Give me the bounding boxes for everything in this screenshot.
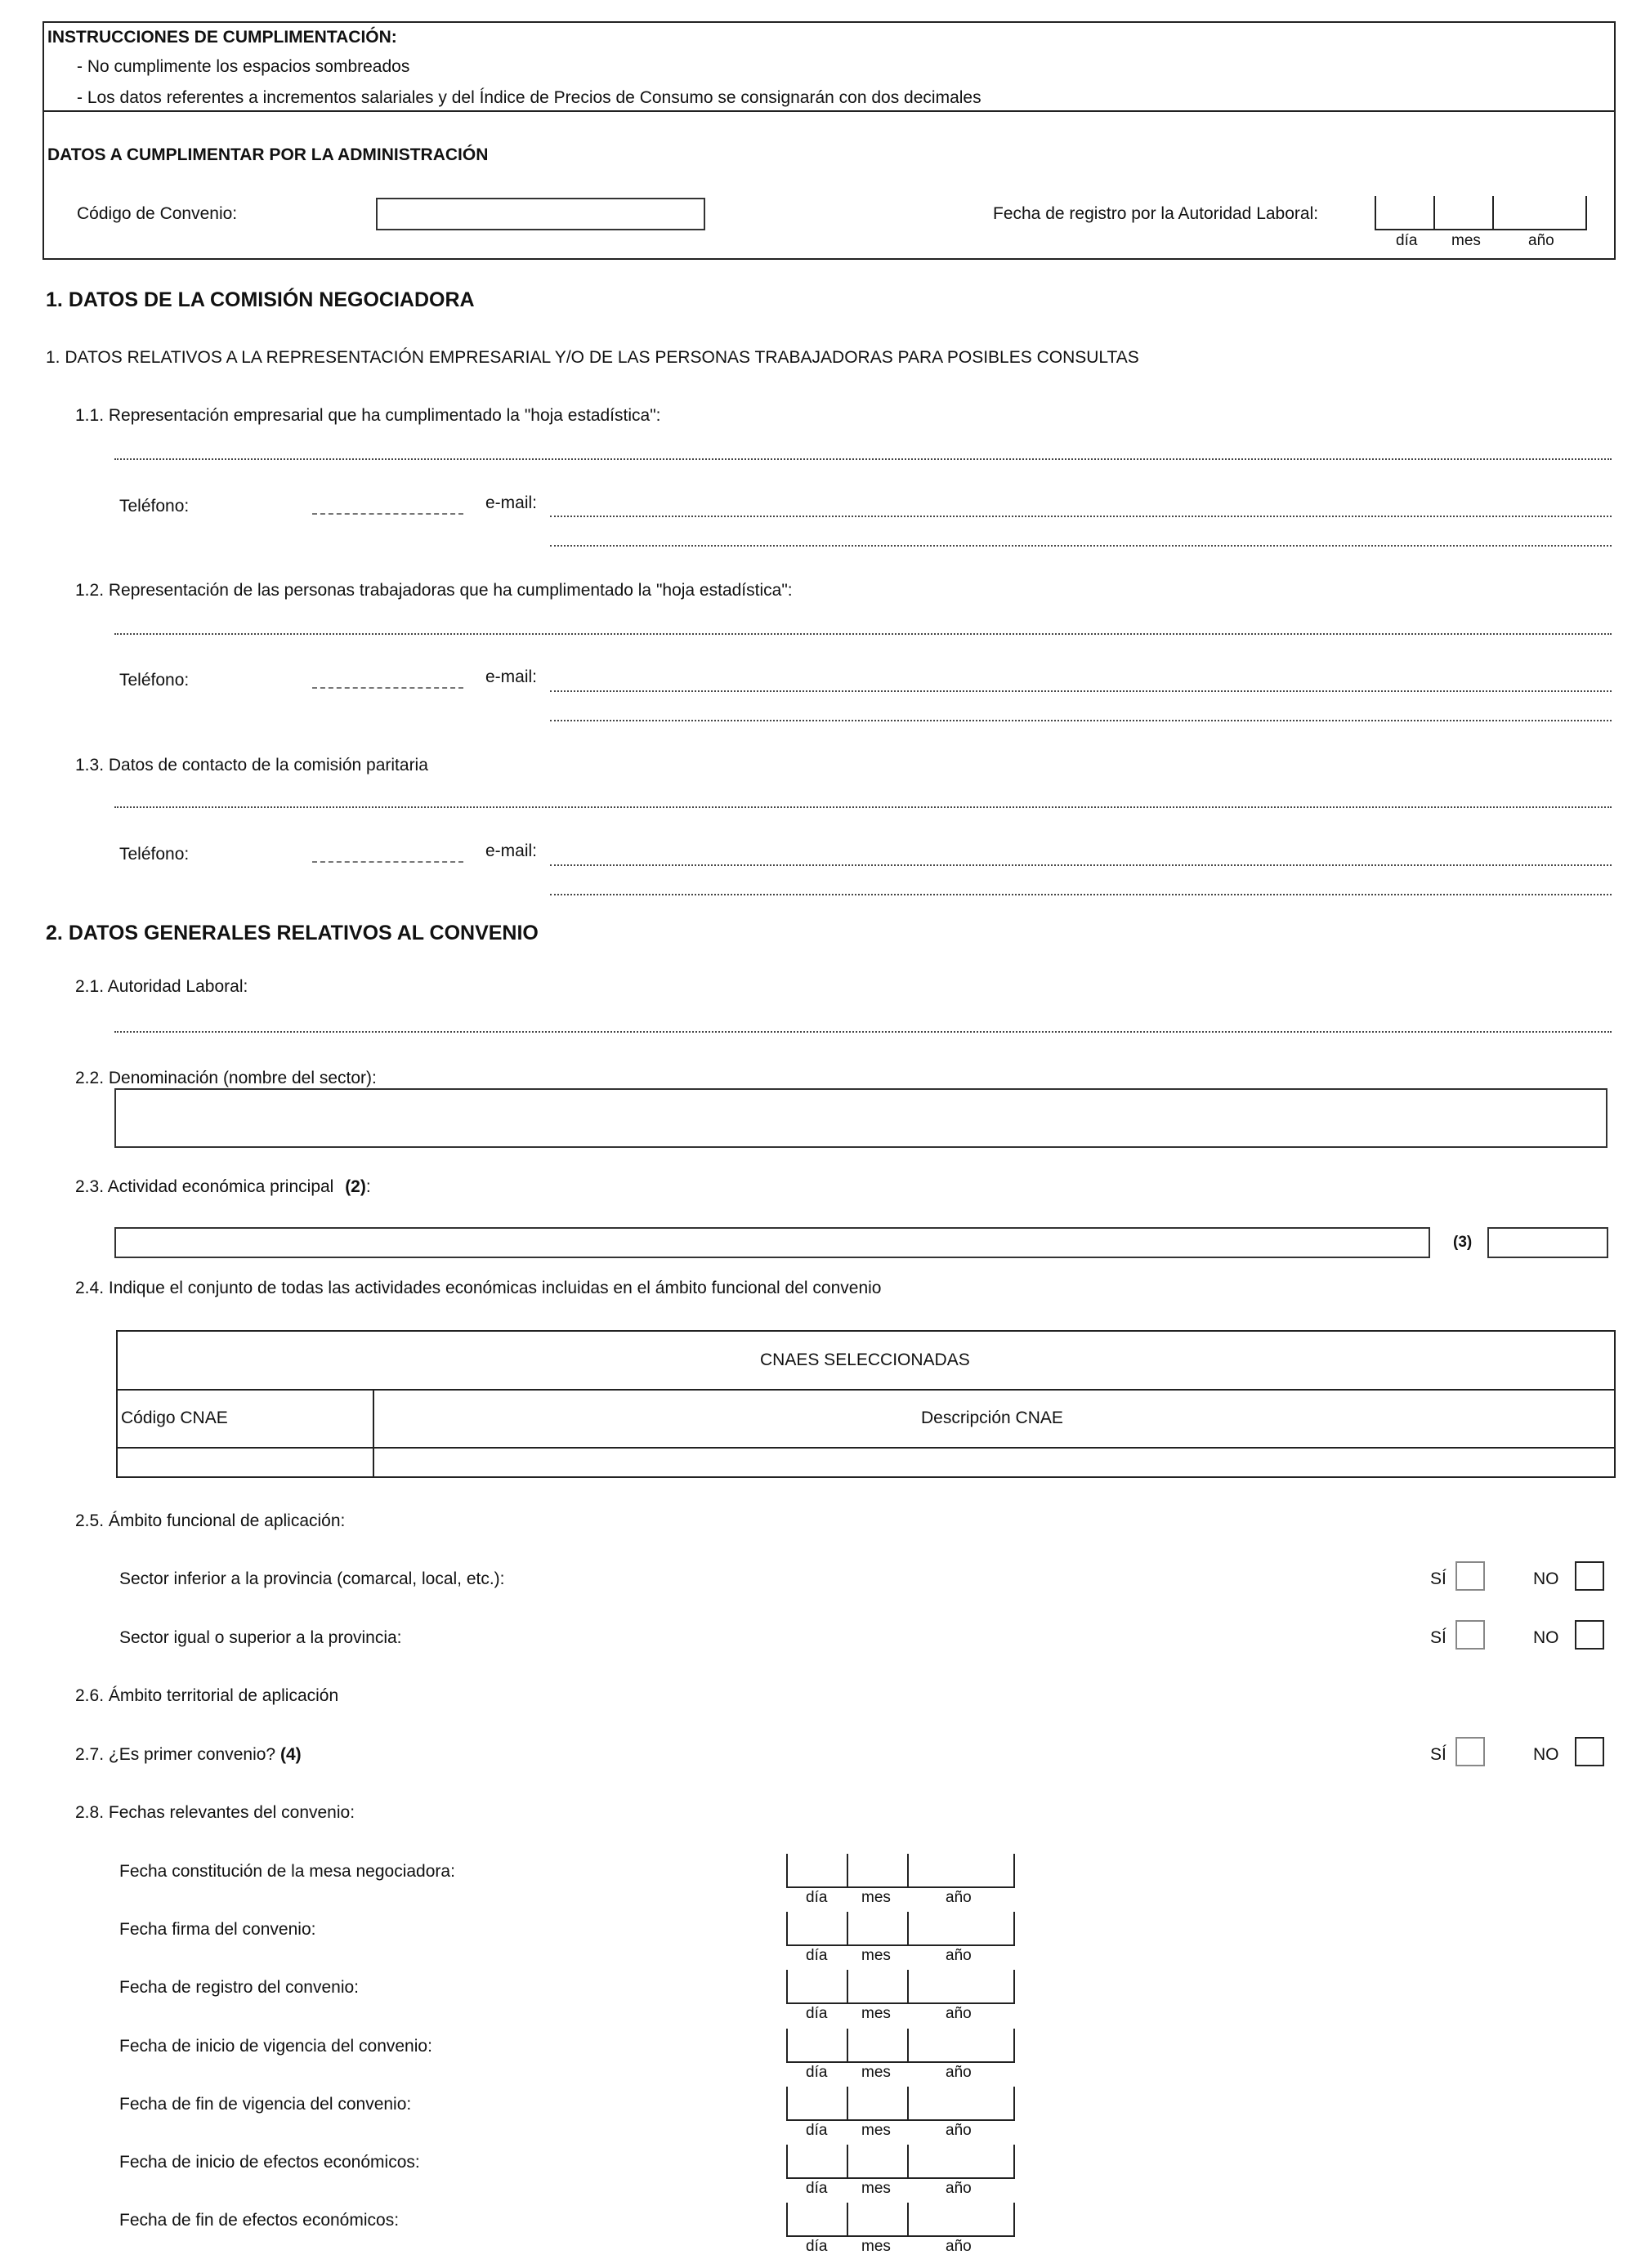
section-1-subtitle: 1. DATOS RELATIVOS A LA REPRESENTACIÓN EMPRESARIAL Y/O DE LAS PERSONAS TRABAJADORAS PARA POSIBLES CONSULTAS [46, 348, 1139, 367]
fecha-registro-convenio-input[interactable] [786, 1970, 1013, 2004]
primer-convenio-ref: (4) [279, 1745, 302, 1764]
date-month-segment[interactable] [847, 1970, 909, 2004]
item-1-1-email-line-1[interactable] [550, 516, 1612, 517]
fecha-constitucion-input[interactable] [786, 1854, 1013, 1888]
cnae-table-line-1 [116, 1389, 1616, 1391]
mes-label: mes [861, 2180, 891, 2197]
item-1-1-email-line-2[interactable] [550, 545, 1612, 547]
mes-label: mes [861, 1889, 891, 1906]
dia-label: día [806, 2064, 828, 2081]
date-month-segment[interactable] [847, 2145, 909, 2179]
primer-convenio-si-checkbox[interactable] [1455, 1737, 1485, 1766]
item-1-2-name-line[interactable] [114, 633, 1612, 635]
actividad-label: 2.3. Actividad económica principal [75, 1177, 334, 1196]
cnae-code-input[interactable] [1487, 1227, 1608, 1258]
sector-inferior-no-checkbox[interactable] [1575, 1561, 1604, 1591]
date-month-segment[interactable] [847, 1854, 909, 1888]
mes-label: mes [861, 1947, 891, 1964]
sector-inferior-si-label: SÍ [1430, 1569, 1446, 1588]
dia-label: día [806, 2122, 828, 2139]
date-year-segment[interactable] [907, 1854, 1015, 1888]
ano-label: año [946, 2064, 972, 2081]
ano-label: año [946, 2238, 972, 2255]
conjunto-actividades-label: 2.4. Indique el conjunto de todas las actividades económicas incluidas en el ámbito funcional del convenio [75, 1279, 882, 1297]
sector-igual-si-label: SÍ [1430, 1628, 1446, 1647]
item-1-1-label: 1.1. Representación empresarial que ha cumplimentado la "hoja estadística": [75, 406, 661, 425]
section-2-title: DATOS GENERALES RELATIVOS AL CONVENIO [68, 922, 539, 944]
item-1-1-email-label: e-mail: [485, 493, 538, 512]
date-year-segment[interactable] [907, 2145, 1015, 2179]
codigo-convenio-label: Código de Convenio: [77, 204, 238, 223]
sector-inferior-no-label: NO [1533, 1569, 1559, 1588]
actividad-colon: : [365, 1177, 371, 1196]
mes-label: mes [861, 2238, 891, 2255]
item-1-1-telefono-line[interactable] [312, 513, 463, 515]
fecha-firma-input[interactable] [786, 1912, 1013, 1946]
actividad-input[interactable] [114, 1227, 1430, 1258]
mes-label: mes [1451, 232, 1481, 249]
fecha-registro-autoridad-input[interactable] [1375, 196, 1585, 230]
primer-convenio-no-label: NO [1533, 1745, 1559, 1764]
dia-label: día [1396, 232, 1418, 249]
autoridad-laboral-line[interactable] [114, 1031, 1612, 1033]
item-1-3-telefono-line[interactable] [312, 861, 463, 863]
cnae-col-descripcion: Descripción CNAE [921, 1409, 1063, 1427]
date-day-segment[interactable] [786, 1854, 848, 1888]
autoridad-laboral-label: 2.1. Autoridad Laboral: [75, 977, 248, 996]
item-1-3-email-line-2[interactable] [550, 894, 1612, 895]
cnae-table-vline [373, 1389, 374, 1478]
date-day-segment[interactable] [786, 2145, 848, 2179]
primer-convenio-si-label: SÍ [1430, 1745, 1446, 1764]
dia-label: día [806, 2180, 828, 2197]
dia-label: día [806, 1889, 828, 1906]
sector-igual-no-label: NO [1533, 1628, 1559, 1647]
date-year-segment[interactable] [1492, 196, 1587, 230]
item-1-2-telefono-label: Teléfono: [119, 671, 190, 690]
fecha-inicio-efectos-label: Fecha de inicio de efectos económicos: [119, 2153, 420, 2172]
sector-inferior-label: Sector inferior a la provincia (comarcal, local, etc.): [119, 1569, 505, 1588]
cnae-row-description-cell[interactable] [375, 1449, 1614, 1476]
fecha-firma-label: Fecha firma del convenio: [119, 1920, 316, 1939]
fecha-registro-convenio-label: Fecha de registro del convenio: [119, 1978, 360, 1997]
date-year-segment[interactable] [907, 2087, 1015, 2121]
cnae-table-title: CNAES SELECCIONADAS [760, 1351, 970, 1369]
item-1-1-name-line[interactable] [114, 458, 1612, 460]
date-month-segment[interactable] [847, 1912, 909, 1946]
ano-label: año [946, 2005, 972, 2022]
date-day-segment[interactable] [1375, 196, 1435, 230]
instruction-line-1: - No cumplimente los espacios sombreados [77, 57, 410, 76]
sector-igual-label: Sector igual o superior a la provincia: [119, 1628, 402, 1647]
denominacion-label: 2.2. Denominación (nombre del sector): [75, 1069, 377, 1087]
item-1-3-email-line-1[interactable] [550, 864, 1612, 866]
item-1-3-telefono-label: Teléfono: [119, 845, 190, 864]
date-month-segment[interactable] [847, 2203, 909, 2237]
primer-convenio-row [75, 1745, 302, 1765]
item-1-3-label: 1.3. Datos de contacto de la comisión paritaria [75, 756, 428, 775]
date-year-segment[interactable] [907, 2029, 1015, 2063]
item-1-2-label: 1.2. Representación de las personas trabajadoras que ha cumplimentado la "hoja estadística": [75, 581, 793, 600]
section-2-number: 2. [46, 922, 63, 944]
fecha-fin-vigencia-label: Fecha de fin de vigencia del convenio: [119, 2095, 412, 2114]
ano-label: año [946, 1947, 972, 1964]
dia-label: día [806, 2238, 828, 2255]
ref-3-label: (3) [1453, 1234, 1473, 1251]
date-day-segment[interactable] [786, 1970, 848, 2004]
ano-label: año [1528, 232, 1554, 249]
primer-convenio-no-checkbox[interactable] [1575, 1737, 1604, 1766]
header-divider [42, 110, 1616, 112]
date-year-segment[interactable] [907, 1970, 1015, 2004]
mes-label: mes [861, 2122, 891, 2139]
actividad-label-row [75, 1177, 371, 1197]
ano-label: año [946, 2180, 972, 2197]
item-1-1-telefono-label: Teléfono: [119, 497, 190, 516]
fecha-inicio-vigencia-label: Fecha de inicio de vigencia del convenio: [119, 2037, 432, 2056]
fecha-inicio-vigencia-input[interactable] [786, 2029, 1013, 2063]
ambito-funcional-label: 2.5. Ámbito funcional de aplicación: [75, 1511, 346, 1530]
denominacion-input[interactable] [114, 1088, 1607, 1148]
ano-label: año [946, 1889, 972, 1906]
date-day-segment[interactable] [786, 2029, 848, 2063]
cnae-row-code-cell[interactable] [118, 1449, 371, 1476]
primer-convenio-label: 2.7. ¿Es primer convenio? [75, 1745, 276, 1764]
date-year-segment[interactable] [907, 2203, 1015, 2237]
item-1-2-telefono-line[interactable] [312, 687, 463, 689]
date-month-segment[interactable] [1433, 196, 1494, 230]
fecha-inicio-efectos-input[interactable] [786, 2145, 1013, 2179]
actividad-ref: (2) [345, 1177, 366, 1196]
admin-title: DATOS A CUMPLIMENTAR POR LA ADMINISTRACIÓN [47, 145, 489, 164]
section-2-heading [46, 922, 539, 945]
date-day-segment[interactable] [786, 2087, 848, 2121]
item-1-3-name-line[interactable] [114, 806, 1612, 808]
fecha-fin-efectos-label: Fecha de fin de efectos económicos: [119, 2211, 400, 2230]
fecha-constitucion-label: Fecha constitución de la mesa negociadora: [119, 1862, 455, 1881]
cnae-col-codigo: Código CNAE [121, 1409, 228, 1427]
item-1-3-email-label: e-mail: [485, 842, 538, 860]
fecha-fin-vigencia-input[interactable] [786, 2087, 1013, 2121]
sector-igual-no-checkbox[interactable] [1575, 1620, 1604, 1650]
date-year-segment[interactable] [907, 1912, 1015, 1946]
section-1-heading [46, 288, 475, 312]
date-day-segment[interactable] [786, 1912, 848, 1946]
sector-inferior-si-checkbox[interactable] [1455, 1561, 1485, 1591]
instructions-title: INSTRUCCIONES DE CUMPLIMENTACIÓN: [47, 28, 397, 47]
date-day-segment[interactable] [786, 2203, 848, 2237]
fechas-relevantes-label: 2.8. Fechas relevantes del convenio: [75, 1803, 355, 1822]
date-month-segment[interactable] [847, 2087, 909, 2121]
item-1-2-email-line-2[interactable] [550, 720, 1612, 721]
sector-igual-si-checkbox[interactable] [1455, 1620, 1485, 1650]
date-month-segment[interactable] [847, 2029, 909, 2063]
section-1-title: DATOS DE LA COMISIÓN NEGOCIADORA [68, 288, 475, 311]
mes-label: mes [861, 2064, 891, 2081]
fecha-registro-autoridad-label: Fecha de registro por la Autoridad Laboral: [993, 204, 1319, 223]
item-1-2-email-line-1[interactable] [550, 690, 1612, 692]
dia-label: día [806, 2005, 828, 2022]
ano-label: año [946, 2122, 972, 2139]
ambito-territorial-label: 2.6. Ámbito territorial de aplicación [75, 1686, 339, 1705]
fecha-fin-efectos-input[interactable] [786, 2203, 1013, 2237]
instruction-line-2: - Los datos referentes a incrementos salariales y del Índice de Precios de Consumo se consignarán con dos decimales [77, 88, 981, 107]
dia-label: día [806, 1947, 828, 1964]
codigo-convenio-input[interactable] [376, 198, 705, 230]
item-1-2-email-label: e-mail: [485, 667, 538, 686]
section-1-number: 1. [46, 288, 63, 311]
mes-label: mes [861, 2005, 891, 2022]
